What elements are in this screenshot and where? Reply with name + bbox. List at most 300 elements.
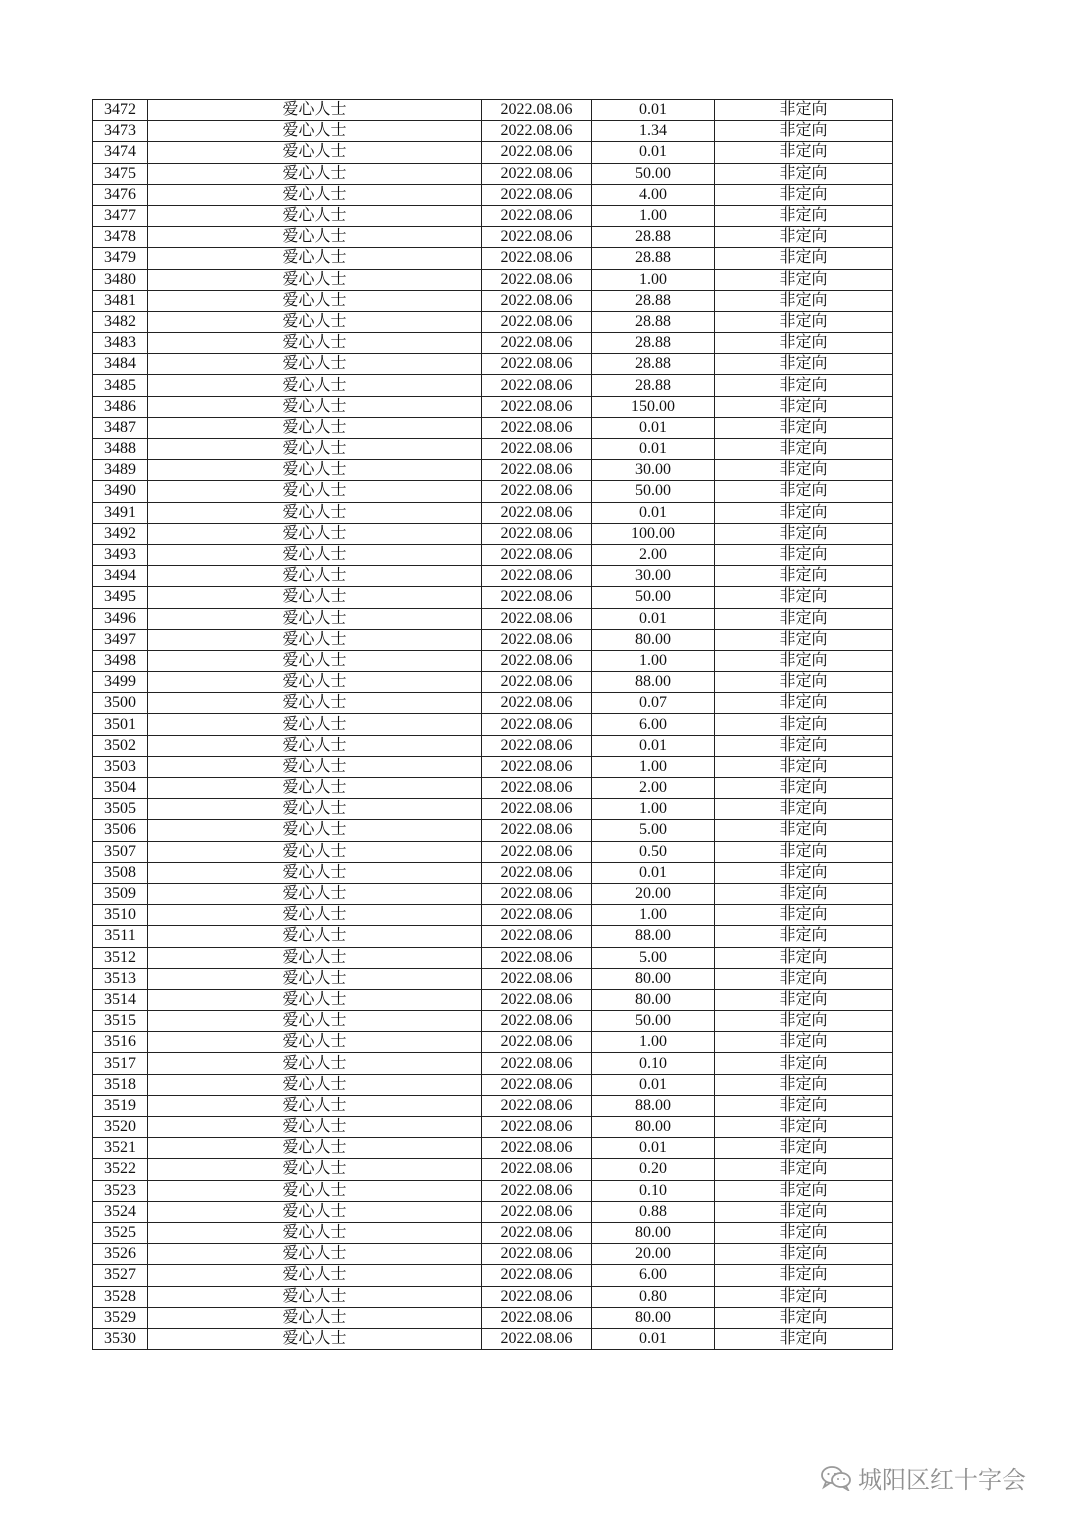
- donation-type-cell: 非定向: [715, 417, 893, 438]
- table-row: [93, 693, 893, 714]
- donation-type-cell: 非定向: [715, 396, 893, 417]
- donation-date-cell: 2022.08.06: [482, 1265, 592, 1286]
- donation-type-cell: 非定向: [715, 799, 893, 820]
- donor-name-cell: 爱心人士: [148, 693, 482, 714]
- donation-date-cell: 2022.08.06: [482, 1138, 592, 1159]
- amount-cell: 0.01: [592, 502, 715, 523]
- serial-number-cell: 3503: [93, 756, 148, 777]
- donor-name-cell: 爱心人士: [148, 883, 482, 904]
- donation-date-cell: 2022.08.06: [482, 333, 592, 354]
- donation-date-cell: 2022.08.06: [482, 926, 592, 947]
- donor-name-cell: 爱心人士: [148, 1286, 482, 1307]
- table-row: [93, 608, 893, 629]
- donor-name-cell: 爱心人士: [148, 311, 482, 332]
- donation-date-cell: 2022.08.06: [482, 163, 592, 184]
- donation-date-cell: 2022.08.06: [482, 1074, 592, 1095]
- donation-type-cell: 非定向: [715, 439, 893, 460]
- donor-name-cell: 爱心人士: [148, 1328, 482, 1349]
- donor-name-cell: 爱心人士: [148, 1138, 482, 1159]
- donation-date-cell: 2022.08.06: [482, 672, 592, 693]
- amount-cell: 28.88: [592, 311, 715, 332]
- donation-type-cell: 非定向: [715, 523, 893, 544]
- donation-type-cell: 非定向: [715, 735, 893, 756]
- amount-cell: 0.80: [592, 1286, 715, 1307]
- donation-type-cell: 非定向: [715, 820, 893, 841]
- donor-name-cell: 爱心人士: [148, 947, 482, 968]
- donor-name-cell: 爱心人士: [148, 926, 482, 947]
- donation-date-cell: 2022.08.06: [482, 290, 592, 311]
- serial-number-cell: 3519: [93, 1095, 148, 1116]
- serial-number-cell: 3518: [93, 1074, 148, 1095]
- donation-type-cell: 非定向: [715, 205, 893, 226]
- amount-cell: 20.00: [592, 1244, 715, 1265]
- table-row: [93, 481, 893, 502]
- table-row: [93, 1244, 893, 1265]
- donation-type-cell: 非定向: [715, 290, 893, 311]
- serial-number-cell: 3474: [93, 142, 148, 163]
- donor-name-cell: 爱心人士: [148, 1265, 482, 1286]
- amount-cell: 5.00: [592, 820, 715, 841]
- amount-cell: 88.00: [592, 926, 715, 947]
- serial-number-cell: 3506: [93, 820, 148, 841]
- table-row: [93, 1180, 893, 1201]
- donation-type-cell: 非定向: [715, 650, 893, 671]
- donation-date-cell: 2022.08.06: [482, 1328, 592, 1349]
- donation-type-cell: 非定向: [715, 1053, 893, 1074]
- amount-cell: 6.00: [592, 714, 715, 735]
- table-row: [93, 1222, 893, 1243]
- donor-name-cell: 爱心人士: [148, 354, 482, 375]
- amount-cell: 6.00: [592, 1265, 715, 1286]
- donor-name-cell: 爱心人士: [148, 544, 482, 565]
- serial-number-cell: 3496: [93, 608, 148, 629]
- serial-number-cell: 3510: [93, 905, 148, 926]
- table-row: [93, 905, 893, 926]
- amount-cell: 0.01: [592, 1328, 715, 1349]
- table-row: [93, 841, 893, 862]
- donation-type-cell: 非定向: [715, 227, 893, 248]
- amount-cell: 5.00: [592, 947, 715, 968]
- donor-name-cell: 爱心人士: [148, 714, 482, 735]
- serial-number-cell: 3528: [93, 1286, 148, 1307]
- donation-type-cell: 非定向: [715, 375, 893, 396]
- donation-type-cell: 非定向: [715, 1074, 893, 1095]
- table-row: [93, 1117, 893, 1138]
- amount-cell: 88.00: [592, 672, 715, 693]
- donation-date-cell: 2022.08.06: [482, 396, 592, 417]
- table-row: [93, 375, 893, 396]
- donation-date-cell: 2022.08.06: [482, 1307, 592, 1328]
- serial-number-cell: 3473: [93, 121, 148, 142]
- donation-table-container: [92, 99, 893, 1350]
- donor-name-cell: 爱心人士: [148, 481, 482, 502]
- amount-cell: 0.01: [592, 1138, 715, 1159]
- serial-number-cell: 3509: [93, 883, 148, 904]
- donation-type-cell: 非定向: [715, 672, 893, 693]
- table-row: [93, 862, 893, 883]
- donor-name-cell: 爱心人士: [148, 1095, 482, 1116]
- serial-number-cell: 3495: [93, 587, 148, 608]
- amount-cell: 30.00: [592, 566, 715, 587]
- donor-name-cell: 爱心人士: [148, 502, 482, 523]
- donation-date-cell: 2022.08.06: [482, 100, 592, 121]
- table-row: [93, 163, 893, 184]
- donor-name-cell: 爱心人士: [148, 841, 482, 862]
- donation-type-cell: 非定向: [715, 1265, 893, 1286]
- donation-type-cell: 非定向: [715, 544, 893, 565]
- donor-name-cell: 爱心人士: [148, 205, 482, 226]
- donation-type-cell: 非定向: [715, 354, 893, 375]
- donation-date-cell: 2022.08.06: [482, 142, 592, 163]
- donation-date-cell: 2022.08.06: [482, 184, 592, 205]
- donation-type-cell: 非定向: [715, 100, 893, 121]
- serial-number-cell: 3529: [93, 1307, 148, 1328]
- table-row: [93, 460, 893, 481]
- amount-cell: 28.88: [592, 248, 715, 269]
- donor-name-cell: 爱心人士: [148, 439, 482, 460]
- donation-date-cell: 2022.08.06: [482, 905, 592, 926]
- table-row: [93, 587, 893, 608]
- donation-date-cell: 2022.08.06: [482, 269, 592, 290]
- donor-name-cell: 爱心人士: [148, 184, 482, 205]
- serial-number-cell: 3492: [93, 523, 148, 544]
- amount-cell: 0.01: [592, 417, 715, 438]
- amount-cell: 0.01: [592, 862, 715, 883]
- donation-date-cell: 2022.08.06: [482, 1201, 592, 1222]
- serial-number-cell: 3479: [93, 248, 148, 269]
- donor-name-cell: 爱心人士: [148, 735, 482, 756]
- donation-type-cell: 非定向: [715, 1117, 893, 1138]
- donation-date-cell: 2022.08.06: [482, 1286, 592, 1307]
- serial-number-cell: 3511: [93, 926, 148, 947]
- table-row: [93, 100, 893, 121]
- serial-number-cell: 3488: [93, 439, 148, 460]
- amount-cell: 0.01: [592, 1074, 715, 1095]
- donor-name-cell: 爱心人士: [148, 820, 482, 841]
- table-row: [93, 650, 893, 671]
- donation-date-cell: 2022.08.06: [482, 205, 592, 226]
- amount-cell: 30.00: [592, 460, 715, 481]
- donation-date-cell: 2022.08.06: [482, 629, 592, 650]
- table-row: [93, 968, 893, 989]
- table-row: [93, 248, 893, 269]
- donation-type-cell: 非定向: [715, 629, 893, 650]
- donation-type-cell: 非定向: [715, 1307, 893, 1328]
- donor-name-cell: 爱心人士: [148, 375, 482, 396]
- donation-type-cell: 非定向: [715, 269, 893, 290]
- amount-cell: 2.00: [592, 778, 715, 799]
- donation-date-cell: 2022.08.06: [482, 756, 592, 777]
- donation-type-cell: 非定向: [715, 778, 893, 799]
- donation-type-cell: 非定向: [715, 184, 893, 205]
- amount-cell: 0.01: [592, 439, 715, 460]
- serial-number-cell: 3508: [93, 862, 148, 883]
- donation-type-cell: 非定向: [715, 1286, 893, 1307]
- donation-table-body: [93, 100, 893, 1350]
- serial-number-cell: 3478: [93, 227, 148, 248]
- donation-date-cell: 2022.08.06: [482, 968, 592, 989]
- amount-cell: 150.00: [592, 396, 715, 417]
- donation-date-cell: 2022.08.06: [482, 227, 592, 248]
- table-row: [93, 926, 893, 947]
- donation-date-cell: 2022.08.06: [482, 481, 592, 502]
- amount-cell: 20.00: [592, 883, 715, 904]
- watermark: [820, 1460, 1026, 1495]
- table-row: [93, 629, 893, 650]
- amount-cell: 0.01: [592, 142, 715, 163]
- table-row: [93, 439, 893, 460]
- donation-type-cell: 非定向: [715, 502, 893, 523]
- donor-name-cell: 爱心人士: [148, 290, 482, 311]
- serial-number-cell: 3481: [93, 290, 148, 311]
- donor-name-cell: 爱心人士: [148, 1201, 482, 1222]
- amount-cell: 1.00: [592, 1032, 715, 1053]
- wechat-icon: [820, 1465, 852, 1491]
- donor-name-cell: 爱心人士: [148, 862, 482, 883]
- amount-cell: 80.00: [592, 1222, 715, 1243]
- donation-date-cell: 2022.08.06: [482, 989, 592, 1010]
- donation-type-cell: 非定向: [715, 1180, 893, 1201]
- serial-number-cell: 3524: [93, 1201, 148, 1222]
- donation-date-cell: 2022.08.06: [482, 523, 592, 544]
- donation-type-cell: 非定向: [715, 481, 893, 502]
- table-row: [93, 205, 893, 226]
- donation-date-cell: 2022.08.06: [482, 1222, 592, 1243]
- serial-number-cell: 3498: [93, 650, 148, 671]
- donation-type-cell: 非定向: [715, 862, 893, 883]
- serial-number-cell: 3477: [93, 205, 148, 226]
- amount-cell: 0.07: [592, 693, 715, 714]
- table-row: [93, 947, 893, 968]
- serial-number-cell: 3475: [93, 163, 148, 184]
- donor-name-cell: 爱心人士: [148, 1307, 482, 1328]
- serial-number-cell: 3491: [93, 502, 148, 523]
- serial-number-cell: 3526: [93, 1244, 148, 1265]
- donor-name-cell: 爱心人士: [148, 460, 482, 481]
- donation-type-cell: 非定向: [715, 693, 893, 714]
- table-row: [93, 269, 893, 290]
- donation-date-cell: 2022.08.06: [482, 375, 592, 396]
- donor-name-cell: 爱心人士: [148, 587, 482, 608]
- donor-name-cell: 爱心人士: [148, 608, 482, 629]
- amount-cell: 50.00: [592, 481, 715, 502]
- serial-number-cell: 3505: [93, 799, 148, 820]
- donation-date-cell: 2022.08.06: [482, 121, 592, 142]
- donation-date-cell: 2022.08.06: [482, 735, 592, 756]
- donor-name-cell: 爱心人士: [148, 905, 482, 926]
- amount-cell: 0.50: [592, 841, 715, 862]
- amount-cell: 80.00: [592, 1307, 715, 1328]
- table-row: [93, 396, 893, 417]
- serial-number-cell: 3513: [93, 968, 148, 989]
- donation-date-cell: 2022.08.06: [482, 460, 592, 481]
- serial-number-cell: 3485: [93, 375, 148, 396]
- donation-date-cell: 2022.08.06: [482, 354, 592, 375]
- table-row: [93, 417, 893, 438]
- donor-name-cell: 爱心人士: [148, 672, 482, 693]
- donation-date-cell: 2022.08.06: [482, 1180, 592, 1201]
- amount-cell: 0.20: [592, 1159, 715, 1180]
- table-row: [93, 714, 893, 735]
- serial-number-cell: 3486: [93, 396, 148, 417]
- table-row: [93, 1095, 893, 1116]
- donation-type-cell: 非定向: [715, 714, 893, 735]
- amount-cell: 28.88: [592, 354, 715, 375]
- donor-name-cell: 爱心人士: [148, 1053, 482, 1074]
- amount-cell: 1.00: [592, 205, 715, 226]
- donor-name-cell: 爱心人士: [148, 989, 482, 1010]
- serial-number-cell: 3512: [93, 947, 148, 968]
- table-row: [93, 1138, 893, 1159]
- table-row: [93, 1159, 893, 1180]
- serial-number-cell: 3507: [93, 841, 148, 862]
- serial-number-cell: 3482: [93, 311, 148, 332]
- donation-type-cell: 非定向: [715, 989, 893, 1010]
- table-row: [93, 1286, 893, 1307]
- donor-name-cell: 爱心人士: [148, 163, 482, 184]
- table-row: [93, 290, 893, 311]
- donation-date-cell: 2022.08.06: [482, 417, 592, 438]
- amount-cell: 0.01: [592, 608, 715, 629]
- table-row: [93, 1201, 893, 1222]
- table-row: [93, 1328, 893, 1349]
- donor-name-cell: 爱心人士: [148, 1032, 482, 1053]
- donor-name-cell: 爱心人士: [148, 248, 482, 269]
- donor-name-cell: 爱心人士: [148, 1011, 482, 1032]
- donation-date-cell: 2022.08.06: [482, 1244, 592, 1265]
- table-row: [93, 1011, 893, 1032]
- table-row: [93, 142, 893, 163]
- table-row: [93, 311, 893, 332]
- donation-type-cell: 非定向: [715, 926, 893, 947]
- table-row: [93, 544, 893, 565]
- donation-type-cell: 非定向: [715, 1159, 893, 1180]
- donor-name-cell: 爱心人士: [148, 1074, 482, 1095]
- donation-type-cell: 非定向: [715, 756, 893, 777]
- donation-date-cell: 2022.08.06: [482, 947, 592, 968]
- donor-name-cell: 爱心人士: [148, 1117, 482, 1138]
- donor-name-cell: 爱心人士: [148, 756, 482, 777]
- donation-date-cell: 2022.08.06: [482, 714, 592, 735]
- table-row: [93, 1032, 893, 1053]
- serial-number-cell: 3476: [93, 184, 148, 205]
- donor-name-cell: 爱心人士: [148, 566, 482, 587]
- donation-type-cell: 非定向: [715, 608, 893, 629]
- donation-type-cell: 非定向: [715, 1032, 893, 1053]
- serial-number-cell: 3500: [93, 693, 148, 714]
- donation-date-cell: 2022.08.06: [482, 799, 592, 820]
- donor-name-cell: 爱心人士: [148, 650, 482, 671]
- donor-name-cell: 爱心人士: [148, 968, 482, 989]
- donor-name-cell: 爱心人士: [148, 1159, 482, 1180]
- table-row: [93, 333, 893, 354]
- table-row: [93, 1265, 893, 1286]
- donation-date-cell: 2022.08.06: [482, 1117, 592, 1138]
- donor-name-cell: 爱心人士: [148, 142, 482, 163]
- table-row: [93, 1074, 893, 1095]
- amount-cell: 80.00: [592, 968, 715, 989]
- amount-cell: 28.88: [592, 375, 715, 396]
- table-row: [93, 883, 893, 904]
- donation-date-cell: 2022.08.06: [482, 650, 592, 671]
- amount-cell: 88.00: [592, 1095, 715, 1116]
- donor-name-cell: 爱心人士: [148, 333, 482, 354]
- donation-type-cell: 非定向: [715, 311, 893, 332]
- donation-type-cell: 非定向: [715, 1244, 893, 1265]
- donor-name-cell: 爱心人士: [148, 523, 482, 544]
- donation-date-cell: 2022.08.06: [482, 439, 592, 460]
- serial-number-cell: 3497: [93, 629, 148, 650]
- amount-cell: 28.88: [592, 290, 715, 311]
- donation-table: [92, 99, 893, 1350]
- amount-cell: 2.00: [592, 544, 715, 565]
- table-row: [93, 566, 893, 587]
- donation-date-cell: 2022.08.06: [482, 820, 592, 841]
- amount-cell: 100.00: [592, 523, 715, 544]
- serial-number-cell: 3520: [93, 1117, 148, 1138]
- serial-number-cell: 3527: [93, 1265, 148, 1286]
- donation-date-cell: 2022.08.06: [482, 566, 592, 587]
- serial-number-cell: 3514: [93, 989, 148, 1010]
- table-row: [93, 756, 893, 777]
- serial-number-cell: 3487: [93, 417, 148, 438]
- donation-type-cell: 非定向: [715, 947, 893, 968]
- table-row: [93, 1307, 893, 1328]
- donor-name-cell: 爱心人士: [148, 269, 482, 290]
- donor-name-cell: 爱心人士: [148, 121, 482, 142]
- donation-date-cell: 2022.08.06: [482, 1095, 592, 1116]
- serial-number-cell: 3480: [93, 269, 148, 290]
- amount-cell: 1.00: [592, 799, 715, 820]
- serial-number-cell: 3483: [93, 333, 148, 354]
- donor-name-cell: 爱心人士: [148, 100, 482, 121]
- amount-cell: 1.00: [592, 905, 715, 926]
- donation-type-cell: 非定向: [715, 1138, 893, 1159]
- amount-cell: 80.00: [592, 989, 715, 1010]
- donor-name-cell: 爱心人士: [148, 1244, 482, 1265]
- amount-cell: 0.10: [592, 1180, 715, 1201]
- donation-date-cell: 2022.08.06: [482, 544, 592, 565]
- serial-number-cell: 3484: [93, 354, 148, 375]
- donation-type-cell: 非定向: [715, 333, 893, 354]
- serial-number-cell: 3530: [93, 1328, 148, 1349]
- donation-date-cell: 2022.08.06: [482, 311, 592, 332]
- donation-type-cell: 非定向: [715, 121, 893, 142]
- serial-number-cell: 3494: [93, 566, 148, 587]
- serial-number-cell: 3489: [93, 460, 148, 481]
- donation-type-cell: 非定向: [715, 1222, 893, 1243]
- donation-type-cell: 非定向: [715, 142, 893, 163]
- serial-number-cell: 3493: [93, 544, 148, 565]
- donation-type-cell: 非定向: [715, 1095, 893, 1116]
- donor-name-cell: 爱心人士: [148, 629, 482, 650]
- table-row: [93, 672, 893, 693]
- donor-name-cell: 爱心人士: [148, 799, 482, 820]
- amount-cell: 1.00: [592, 650, 715, 671]
- table-row: [93, 121, 893, 142]
- donation-type-cell: 非定向: [715, 566, 893, 587]
- serial-number-cell: 3502: [93, 735, 148, 756]
- donor-name-cell: 爱心人士: [148, 1180, 482, 1201]
- donation-date-cell: 2022.08.06: [482, 1011, 592, 1032]
- donation-type-cell: 非定向: [715, 841, 893, 862]
- donation-type-cell: 非定向: [715, 905, 893, 926]
- amount-cell: 80.00: [592, 1117, 715, 1138]
- amount-cell: 1.00: [592, 756, 715, 777]
- donation-type-cell: 非定向: [715, 1011, 893, 1032]
- donor-name-cell: 爱心人士: [148, 778, 482, 799]
- table-row: [93, 778, 893, 799]
